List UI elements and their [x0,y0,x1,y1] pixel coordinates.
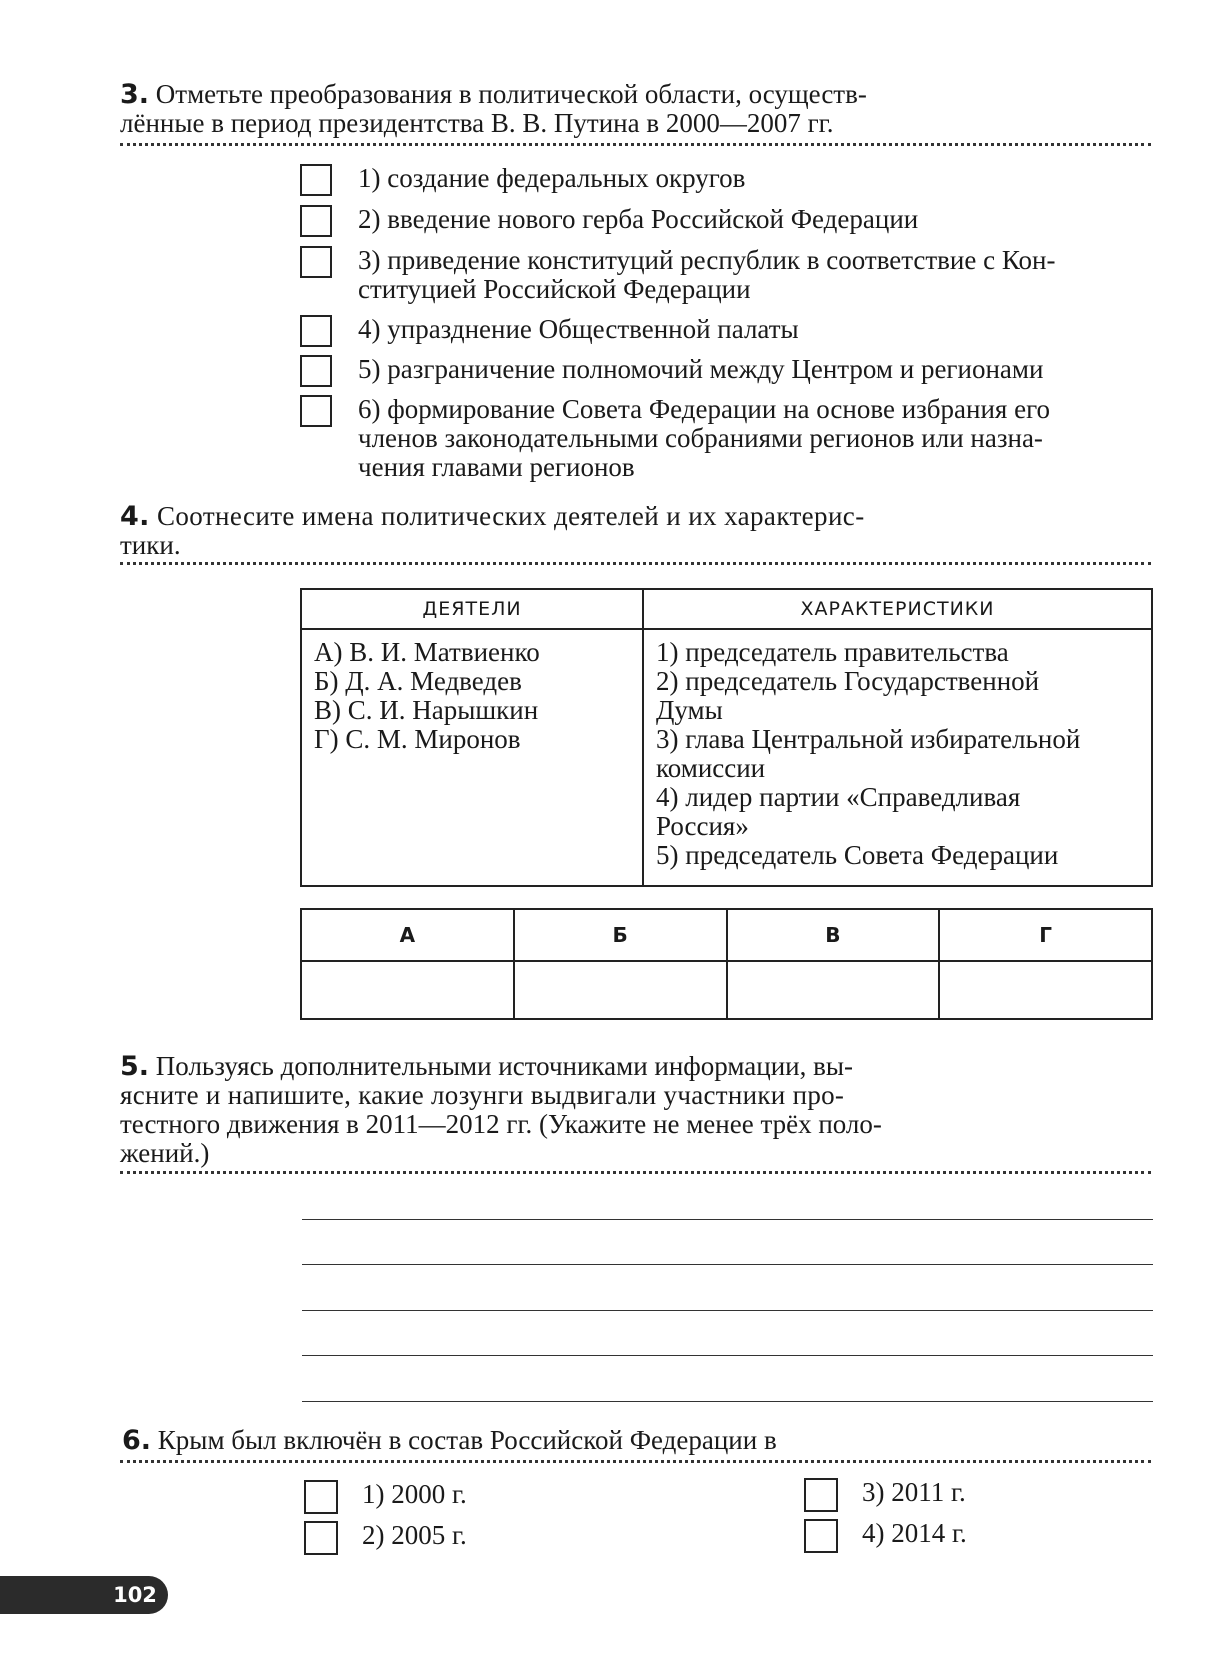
task5-line4: жений.) [120,1138,210,1168]
task4-question [120,502,1100,560]
figure-item: В) С. И. Нарышкин [314,695,539,725]
checkbox[interactable] [804,1519,838,1553]
checkbox[interactable] [804,1478,838,1512]
task6-text: Крым был включён в состав Российской Федерации в [157,1425,777,1455]
task3-divider [120,143,1151,146]
characteristics-header: ХАРАКТЕРИСТИКИ [643,589,1152,629]
task6-divider [120,1460,1151,1463]
answer-cell-g[interactable] [939,961,1152,1019]
task5-question [120,1052,1100,1168]
option-text: ституцией Российской Федерации [358,274,751,304]
task5-line2: ясните и напишите, какие лозунги выдвигали участники про- [120,1080,845,1110]
answer-cell-v[interactable] [727,961,940,1019]
option-text: 5) разграничение полномочий между Центром и регионами [358,354,1044,384]
task6-question [122,1426,1102,1455]
task3-number: 3. [120,79,150,110]
option-text: 2) 2005 г. [362,1520,467,1550]
checkbox[interactable] [304,1480,338,1514]
option-text: 3) 2011 г. [862,1477,966,1507]
option-text: чения главами регионов [358,452,635,482]
answer-line[interactable] [302,1219,1153,1220]
option-text: 3) приведение конституций республик в соответствие с Кон- [358,245,1056,275]
answer-cell-a[interactable] [301,961,514,1019]
option-text: 4) 2014 г. [862,1518,967,1548]
option-text: 4) упразднение Общественной палаты [358,314,799,344]
answer-line[interactable] [302,1264,1153,1265]
answer-line[interactable] [302,1310,1153,1311]
answer-header-v: В [727,909,940,961]
task5-line3: тестного движения в 2011—2012 гг. (Укажите не менее трёх поло- [120,1109,882,1139]
checkbox[interactable] [300,315,332,347]
figures-list [301,629,643,886]
checkbox[interactable] [300,246,332,278]
figure-item: А) В. И. Матвиенко [314,637,540,667]
characteristic-item: 3) глава Центральной избирательной [656,724,1081,754]
option-text: 2) введение нового герба Российской Федерации [358,204,919,234]
option-text: 1) 2000 г. [362,1479,467,1509]
page-number: 102 [113,1583,157,1607]
figure-item: Б) Д. А. Медведев [314,666,522,696]
option-text: 1) создание федеральных округов [358,163,746,193]
characteristic-item: 1) председатель правительства [656,637,1009,667]
characteristics-list [643,629,1152,886]
characteristic-item: Россия» [656,811,749,841]
task4-line1: Соотнесите имена политических деятелей и их характерис- [157,501,865,531]
checkbox[interactable] [300,205,332,237]
task6-number: 6. [122,1425,152,1456]
characteristic-item: 4) лидер партии «Справедливая [656,782,1021,812]
task5-divider [120,1171,1151,1174]
answer-line[interactable] [302,1401,1153,1402]
checkbox[interactable] [300,164,332,196]
task3-line1: Отметьте преобразования в политической области, осуществ- [155,79,867,109]
answer-header-b: Б [514,909,727,961]
task5-number: 5. [120,1051,150,1082]
task4-number: 4. [120,501,150,532]
checkbox[interactable] [300,395,332,427]
answer-cell-b[interactable] [514,961,727,1019]
matching-table [300,588,1153,887]
task4-divider [120,562,1151,565]
answer-line[interactable] [302,1355,1153,1356]
checkbox[interactable] [304,1521,338,1555]
task4-line2: тики. [120,530,181,560]
answer-table [300,908,1153,1020]
task3-question [120,80,1100,138]
task3-line2: лённые в период президентства В. В. Путина в 2000—2007 гг. [120,108,834,138]
answer-header-g: Г [939,909,1152,961]
characteristic-item: 2) председатель Государственной [656,666,1040,696]
answer-header-a: А [301,909,514,961]
checkbox[interactable] [300,355,332,387]
option-text: 6) формирование Совета Федерации на основе избрания его [358,394,1050,424]
characteristic-item: 5) председатель Совета Федерации [656,840,1059,870]
option-text: членов законодательными собраниями регионов или назна- [358,423,1043,453]
figure-item: Г) С. М. Миронов [314,724,521,754]
figures-header: ДЕЯТЕЛИ [301,589,643,629]
characteristic-item: комиссии [656,753,766,783]
characteristic-item: Думы [656,695,723,725]
task5-line1: Пользуясь дополнительными источниками информации, вы- [155,1051,853,1081]
